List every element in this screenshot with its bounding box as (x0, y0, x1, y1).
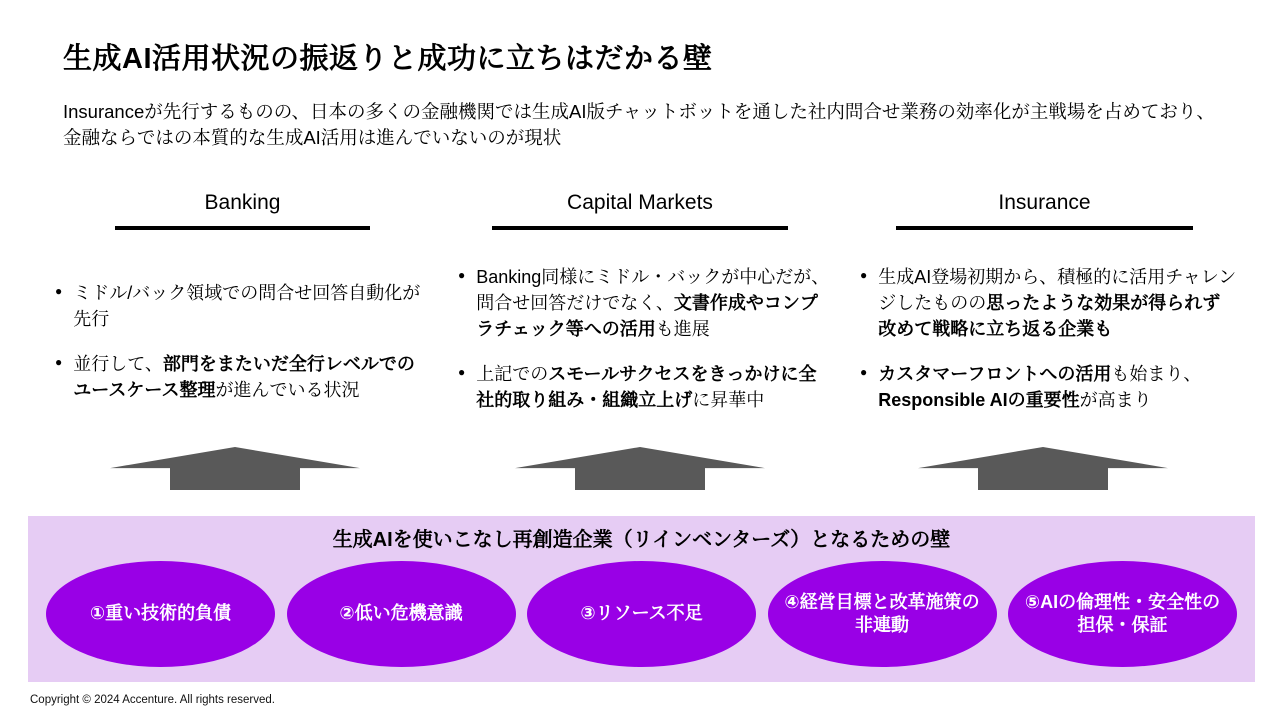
barrier-oval-row (28, 561, 1255, 667)
column-capital-markets (450, 190, 830, 432)
barrier-oval-3 (527, 561, 756, 667)
bullet-item (458, 264, 830, 342)
barrier-oval-label: ④経営目標と改革施策の非連動 (784, 591, 980, 635)
bullet-dot-icon: ● (55, 354, 63, 369)
barrier-oval-1 (46, 561, 275, 667)
copyright-text: Copyright © 2024 Accenture. All rights reserved. (30, 694, 275, 706)
up-arrow-icon (110, 447, 360, 490)
bullet-item (860, 361, 1237, 413)
bullet-dot-icon: ● (458, 364, 466, 379)
bullet-item (55, 351, 430, 403)
column-banking (55, 190, 430, 422)
bullet-list-capital-markets (450, 264, 830, 413)
bullet-text: Banking同様にミドル・バックが中心だが、問合せ回答だけでなく、文書作成やコンプラチェック等への活用も進展 (476, 266, 830, 339)
up-arrow-icon (918, 447, 1168, 490)
bullet-item (458, 361, 830, 413)
column-insurance (852, 190, 1237, 432)
column-header-insurance: Insurance (998, 191, 1091, 214)
bullet-item (860, 264, 1237, 342)
page-title: 生成AI活用状況の振返りと成功に立ちはだかる壁 (63, 43, 713, 75)
barrier-oval-label: ②低い危機意識 (339, 603, 463, 624)
bullet-dot-icon: ● (55, 283, 63, 298)
barrier-band-title: 生成AIを使いこなし再創造企業（リインベンターズ）となるための壁 (332, 529, 951, 551)
bullet-text: カスタマーフロントへの活用も始まり、Responsible AIの重要性が高まり (878, 363, 1202, 411)
barrier-oval-5 (1008, 561, 1237, 667)
bullet-text: 並行して、部門をまたいだ全行レベルでのユースケース整理が進んでいる状況 (73, 353, 415, 400)
column-header-banking: Banking (204, 191, 281, 214)
barrier-band (28, 516, 1255, 682)
header-underline (492, 226, 788, 230)
bullet-dot-icon: ● (860, 364, 868, 379)
bullet-list-insurance (852, 264, 1237, 413)
bullet-text: 生成AI登場初期から、積極的に活用チャレンジしたものの思ったような効果が得られず改めて戦略に立ち返る企業も (878, 266, 1237, 339)
bullet-dot-icon: ● (860, 267, 868, 282)
barrier-oval-2 (287, 561, 516, 667)
barrier-oval-label: ③リソース不足 (580, 603, 703, 624)
header-underline (896, 226, 1193, 230)
slide-subtitle: Insuranceが先行するものの、日本の多くの金融機関では生成AI版チャットボットを通した社内問合せ業務の効率化が主戦場を占めており、金融ならではの本質的な生成AI活用は進んでいないのが現状 (63, 101, 1215, 149)
header-underline (115, 226, 370, 230)
barrier-oval-4 (768, 561, 997, 667)
barrier-oval-label: ⑤AIの倫理性・安全性の担保・保証 (1024, 591, 1221, 635)
bullet-text: 上記でのスモールサクセスをきっかけに全社的取り組み・組織立上げに昇華中 (476, 363, 817, 411)
column-header-capital-markets: Capital Markets (567, 191, 713, 214)
bullet-text: ミドル/バック領域での問合せ回答自動化が先行 (73, 282, 421, 329)
bullet-item (55, 280, 430, 332)
bullet-dot-icon: ● (458, 267, 466, 282)
up-arrow-icon (515, 447, 765, 490)
barrier-oval-label: ①重い技術的負債 (89, 603, 232, 624)
bullet-list-banking (55, 280, 430, 403)
